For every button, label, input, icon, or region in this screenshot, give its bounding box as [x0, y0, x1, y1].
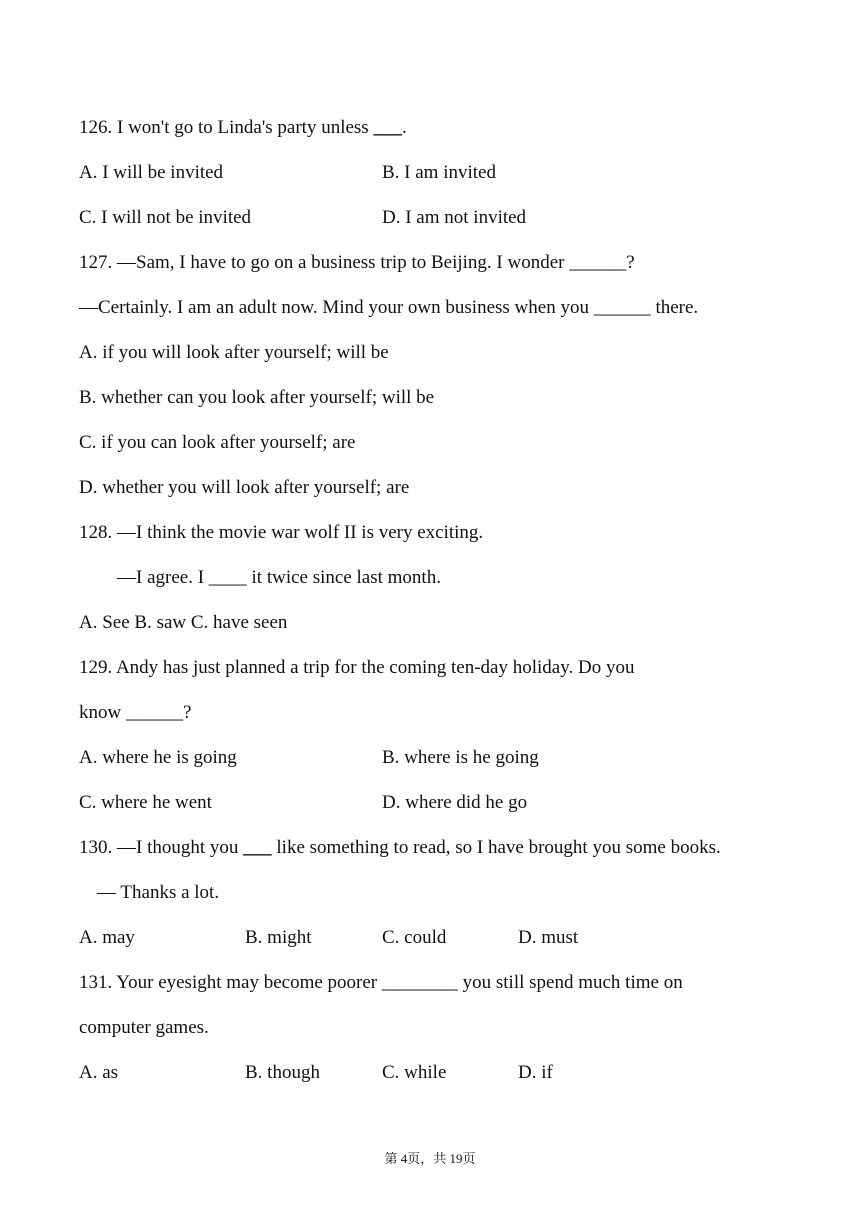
option-c: C. if you can look after yourself; are: [79, 432, 356, 453]
option-b: B. whether can you look after yourself; will be: [79, 387, 435, 408]
option-d: D. whether you will look after yourself; are: [79, 477, 410, 498]
question-text: 130. —I thought you: [79, 837, 244, 858]
question-text: like something to read, so I have brought you some books.: [271, 837, 721, 858]
question-text: .: [401, 117, 407, 138]
question-128-options: A. See B. saw C. have seen: [79, 612, 288, 633]
option-b: B. though: [245, 1062, 320, 1083]
option-b: B. I am invited: [382, 162, 496, 183]
question-130-line2: — Thanks a lot.: [97, 882, 220, 903]
question-128-line1: 128. —I think the movie war wolf II is very exciting.: [79, 522, 484, 543]
option-b: B. might: [245, 927, 312, 948]
option-a: A. as: [79, 1062, 119, 1083]
option-a: A. may: [79, 927, 135, 948]
question-130-line1: [79, 836, 721, 860]
option-a: A. where he is going: [79, 747, 237, 768]
option-c: C. where he went: [79, 792, 212, 813]
option-d: D. I am not invited: [382, 207, 527, 228]
option-c: C. could: [382, 927, 447, 948]
question-129-line2: know ______?: [79, 702, 192, 723]
option-c: C. I will not be invited: [79, 207, 252, 228]
option-c: C. while: [382, 1062, 447, 1083]
answer-blank: ___: [243, 837, 272, 858]
question-128-line2: —I agree. I ____ it twice since last month.: [117, 567, 441, 588]
question-126-stem: [79, 116, 407, 140]
question-129-line1: 129. Andy has just planned a trip for the coming ten-day holiday. Do you: [79, 657, 635, 678]
option-d: D. must: [518, 927, 579, 948]
question-text: 126. I won't go to Linda's party unless: [79, 117, 374, 138]
option-d: D. if: [518, 1062, 553, 1083]
option-d: D. where did he go: [382, 792, 528, 813]
question-131-line2: computer games.: [79, 1017, 209, 1038]
option-a: A. I will be invited: [79, 162, 224, 183]
question-127-line2: —Certainly. I am an adult now. Mind your own business when you ______ there.: [79, 297, 699, 318]
option-b: B. where is he going: [382, 747, 539, 768]
answer-blank: ___: [373, 117, 402, 138]
page-footer: 第 4页，共 19页: [384, 1151, 476, 1166]
option-a: A. if you will look after yourself; will be: [79, 342, 389, 363]
question-127-line1: 127. —Sam, I have to go on a business trip to Beijing. I wonder ______?: [79, 252, 635, 273]
question-131-line1: 131. Your eyesight may become poorer ________ you still spend much time on: [79, 972, 683, 993]
